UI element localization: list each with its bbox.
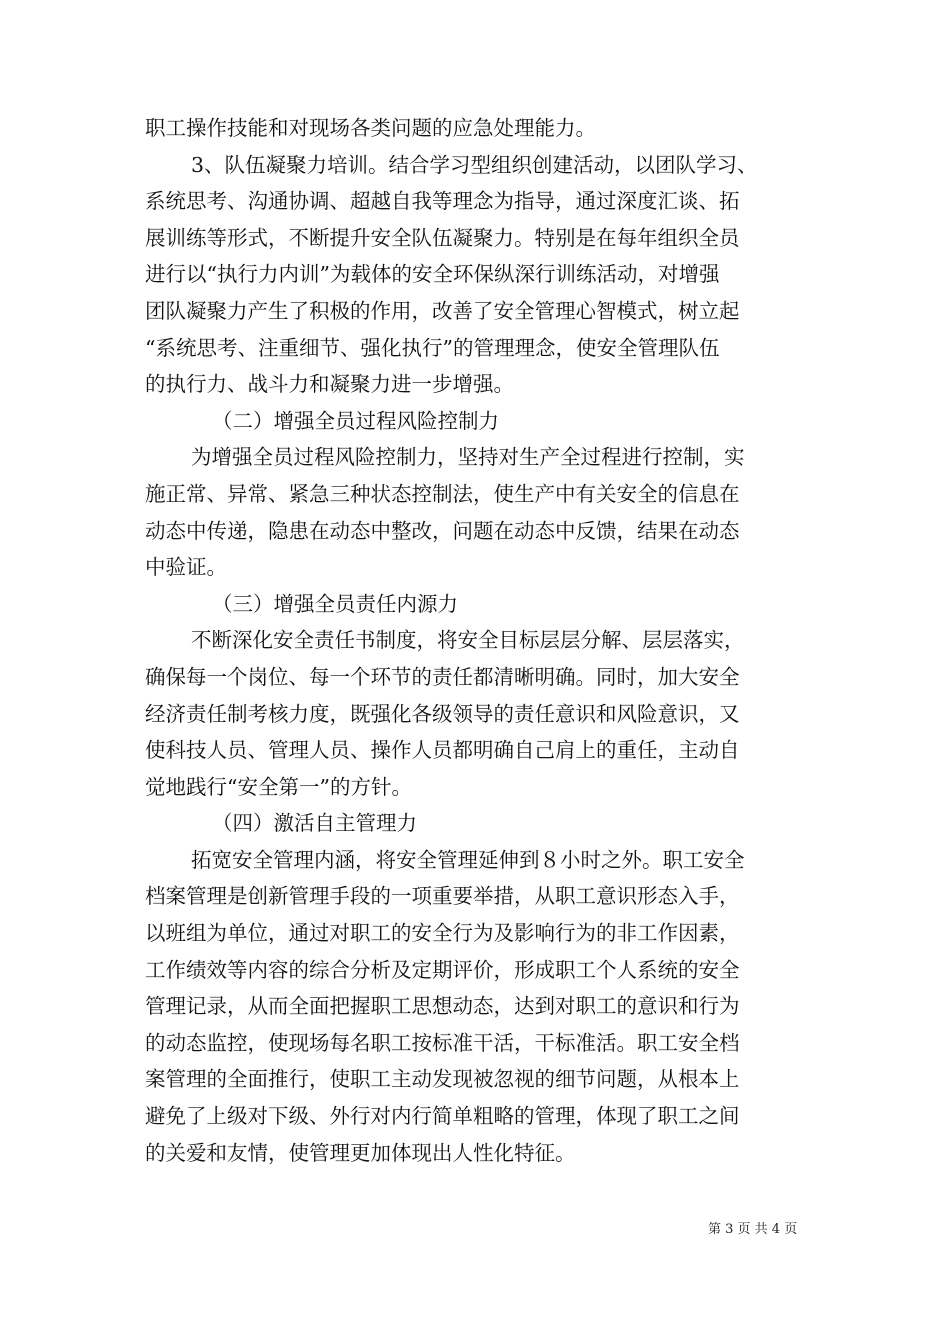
section-heading: （四）激活自主管理力 [212, 811, 417, 836]
paragraph-line: 展训练等形式，不断提升安全队伍凝聚力。特别是在每年组织全员 [145, 225, 740, 250]
paragraph-line: 拓宽安全管理内涵，将安全管理延伸到８小时之外。职工安全 [191, 847, 745, 872]
paragraph-line: 施正常、异常、紧急三种状态控制法，使生产中有关安全的信息在 [145, 481, 740, 506]
paragraph-line: 系统思考、沟通协调、超越自我等理念为指导，通过深度汇谈、拓 [145, 189, 740, 214]
document-body [145, 110, 815, 1171]
paragraph-line: 确保每一个岗位、每一个环节的责任都清晰明确。同时，加大安全 [145, 664, 740, 689]
paragraph-line: 进行以“执行力内训”为载体的安全环保纵深行训练活动，对增强 [145, 262, 720, 287]
paragraph-line: 中验证。 [145, 555, 227, 580]
paragraph-line: 以班组为单位，通过对职工的安全行为及影响行为的非工作因素， [145, 921, 740, 946]
paragraph-line: 的关爱和友情，使管理更加体现出人性化特征。 [145, 1140, 576, 1165]
paragraph-line: 的执行力、战斗力和凝聚力进一步增强。 [145, 372, 514, 397]
paragraph-line: 管理记录，从而全面把握职工思想动态，达到对职工的意识和行为 [145, 994, 740, 1019]
section-heading: （二）增强全员过程风险控制力 [212, 408, 499, 433]
paragraph-line: 动态中传递，隐患在动态中整改，问题在动态中反馈，结果在动态 [145, 518, 740, 543]
paragraph-line: 经济责任制考核力度，既强化各级领导的责任意识和风险意识，又 [145, 701, 740, 726]
page-number-footer: 第 3 页 共 4 页 [708, 1222, 798, 1237]
paragraph-line: 档案管理是创新管理手段的一项重要举措，从职工意识形态入手， [145, 884, 740, 909]
section-heading: （三）增强全员责任内源力 [212, 591, 458, 616]
paragraph-line: 使科技人员、管理人员、操作人员都明确自己肩上的重任，主动自 [145, 738, 740, 763]
paragraph-line: 工作绩效等内容的综合分析及定期评价，形成职工个人系统的安全 [145, 957, 740, 982]
paragraph-line: 不断深化安全责任书制度，将安全目标层层分解、层层落实， [191, 628, 745, 653]
paragraph-line: 觉地践行“安全第一”的方针。 [145, 774, 412, 799]
paragraph-line: 为增强全员过程风险控制力，坚持对生产全过程进行控制，实 [191, 445, 745, 470]
paragraph-line: 避免了上级对下级、外行对内行简单粗略的管理，体现了职工之间 [145, 1104, 740, 1129]
paragraph-line: “系统思考、注重细节、强化执行”的管理理念，使安全管理队伍 [145, 335, 720, 360]
paragraph-line: 案管理的全面推行，使职工主动发现被忽视的细节问题，从根本上 [145, 1067, 740, 1092]
paragraph-line: 团队凝聚力产生了积极的作用，改善了安全管理心智模式，树立起 [145, 298, 740, 323]
paragraph-line: 的动态监控，使现场每名职工按标准干活，干标准活。职工安全档 [145, 1030, 740, 1055]
paragraph-line: 3、队伍凝聚力培训。结合学习型组织创建活动，以团队学习、 [191, 152, 758, 177]
paragraph-line: 职工操作技能和对现场各类问题的应急处理能力。 [145, 116, 596, 140]
